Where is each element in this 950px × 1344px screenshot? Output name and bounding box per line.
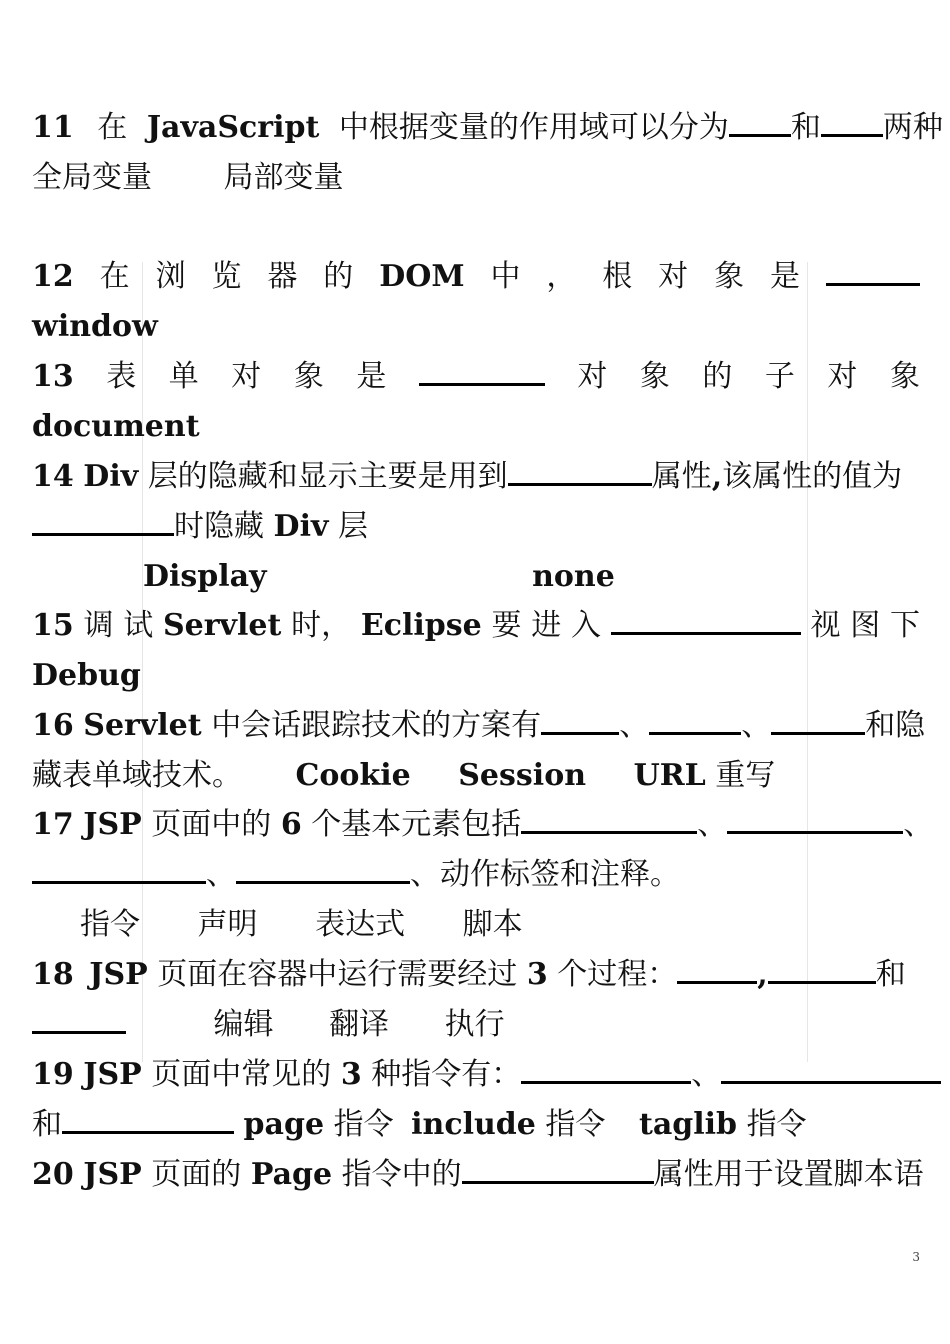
q20-text-a: 页面的: [151, 1157, 242, 1192]
q12-token: 对: [658, 259, 689, 294]
q17-answer-3: 表达式: [315, 907, 406, 942]
q19-answer-2-word: 指令: [545, 1107, 606, 1142]
q13-token: 子: [764, 359, 795, 394]
q14-text-b: 属性: [651, 459, 712, 494]
q14-text-f: 层: [337, 509, 368, 544]
q17-six: 6: [280, 807, 302, 842]
q13-token: 对: [577, 359, 608, 394]
question-13: [32, 357, 920, 397]
q12-token: 在: [99, 259, 130, 294]
blank: [611, 610, 801, 635]
q16-sep-2: 、: [741, 708, 772, 743]
q15-token: 入: [570, 608, 601, 643]
blank: [32, 1009, 126, 1034]
blank: [462, 1159, 654, 1184]
q20-text-b: 指令中的: [341, 1157, 462, 1192]
q17-answer-1: 指令: [80, 907, 140, 942]
q13-token: 象: [889, 359, 920, 394]
q19-answer-3-keyword: taglib: [638, 1107, 738, 1142]
q19-answer-1-keyword: page: [243, 1107, 325, 1142]
question-11: [32, 108, 943, 148]
q14-answer-2: none: [532, 559, 615, 594]
q12-token: 的: [323, 259, 354, 294]
question-17: [32, 805, 934, 845]
q18-answer-2: 翻译: [329, 1007, 390, 1042]
q17-sep-2: 、: [903, 807, 934, 842]
q13-token: 的: [702, 359, 733, 394]
q12-token: 象: [714, 259, 745, 294]
q15-number: 15: [32, 608, 74, 643]
q15-token: 试: [123, 608, 154, 643]
q12-token: 浏: [155, 259, 186, 294]
blank: [521, 1059, 691, 1084]
q12-number: 12: [32, 259, 74, 294]
q17-text-a: 页面中的: [151, 807, 272, 842]
q14-comma: ,: [711, 459, 723, 494]
q14-number: 14: [32, 459, 74, 494]
question-15: [32, 606, 920, 646]
q18-answer-1: 编辑: [213, 1007, 274, 1042]
blank: [727, 809, 903, 834]
q14-answer: [32, 557, 920, 597]
q19-keyword: JSP: [83, 1057, 142, 1092]
q20-page-keyword: Page: [250, 1157, 333, 1192]
q19-answer-1-word: 指令: [333, 1107, 394, 1142]
q15-token: 下: [889, 608, 920, 643]
q19-text-b: 种指令有：: [371, 1057, 522, 1092]
q15-token: 调: [83, 608, 114, 643]
q13-answer: [32, 407, 920, 447]
q15-token: 视: [810, 608, 841, 643]
question-19: [32, 1055, 920, 1095]
blank: [62, 1109, 234, 1134]
blank: [541, 710, 619, 735]
q12-token: 览: [211, 259, 242, 294]
question-16: [32, 706, 926, 746]
q13-token: 是: [356, 359, 387, 394]
blank: [771, 710, 865, 735]
q18-text-c: 和: [875, 957, 906, 992]
q11-number: 11: [32, 110, 74, 145]
q15-token: 时，: [291, 608, 352, 643]
q17-number: 17: [32, 807, 74, 842]
q20-keyword: JSP: [83, 1157, 142, 1192]
q16-text-a: 中会话跟踪技术的方案有: [211, 708, 542, 743]
q11-text-e: 两种: [882, 110, 943, 145]
q19-answer-2-keyword: include: [411, 1107, 536, 1142]
q12-token: 中: [490, 259, 521, 294]
question-18: [32, 955, 920, 995]
blank: [508, 461, 652, 486]
q15-keyword-servlet: Servlet: [163, 608, 282, 643]
q14-keyword: Div: [83, 459, 139, 494]
q12-token: 根: [602, 259, 633, 294]
q11-text-d: 和: [790, 110, 821, 145]
q13-token: 对: [827, 359, 858, 394]
blank: [649, 710, 741, 735]
q16-answer-3: URL: [633, 758, 706, 793]
blank: [721, 1059, 941, 1084]
q18-text-b: 个过程：: [557, 957, 678, 992]
blank: [826, 261, 920, 286]
blank: [677, 959, 757, 984]
blank: [821, 112, 883, 137]
q16-sep-1: 、: [619, 708, 650, 743]
q17-sep-1: 、: [697, 807, 728, 842]
question-17-cont: [32, 855, 920, 895]
question-12: [32, 257, 920, 297]
q17-text-c: 、动作标签和注释。: [410, 857, 680, 892]
q18-keyword: JSP: [89, 957, 148, 992]
q11-text-c: 中根据变量的作用域可以分为: [338, 110, 729, 145]
q19-sep: 、: [691, 1057, 722, 1092]
q18-three: 3: [526, 957, 548, 992]
q18-number: 18: [32, 957, 74, 992]
q18-text-a: 页面在容器中运行需要经过: [157, 957, 518, 992]
q17-text-b: 个基本元素包括: [311, 807, 522, 842]
q15-token: 图: [850, 608, 881, 643]
q20-text-c: 属性用于设置脚本语: [653, 1157, 924, 1192]
blank: [419, 361, 545, 386]
q17-answer: [32, 905, 920, 945]
q15-token: 要: [491, 608, 522, 643]
q16-text-c: 藏表单域技术。: [32, 758, 242, 793]
q17-answer-4: 脚本: [462, 907, 523, 942]
q15-answer-text: Debug: [32, 658, 141, 693]
q18-comma: ,: [757, 957, 768, 992]
page-number: 3: [912, 1250, 920, 1264]
q14-text-a: 层的隐藏和显示主要是用到: [147, 459, 508, 494]
q14-text-d: 该属性的值为: [722, 459, 903, 494]
question-19-cont: [32, 1105, 920, 1145]
q16-keyword: Servlet: [83, 708, 202, 743]
q14-keyword-2: Div: [273, 509, 329, 544]
q19-three: 3: [340, 1057, 362, 1092]
q17-answer-2: 声明: [197, 907, 258, 942]
q11-answer: [32, 158, 920, 198]
question-14: [32, 457, 920, 497]
q14-text-e: 时隐藏: [174, 509, 264, 544]
question-18-cont: [32, 1005, 920, 1045]
q16-number: 16: [32, 708, 74, 743]
q13-token: 象: [639, 359, 670, 394]
q13-token: 对: [231, 359, 262, 394]
q14-answer-1: Display: [143, 559, 267, 594]
blank: [32, 859, 206, 884]
question-16-cont: [32, 756, 920, 796]
q13-token: 表: [106, 359, 137, 394]
q15-keyword-eclipse: Eclipse: [360, 608, 482, 643]
q13-number: 13: [32, 359, 74, 394]
blank: [521, 809, 697, 834]
q12-token: 是: [769, 259, 800, 294]
q16-answer-2: Session: [458, 758, 587, 793]
q18-answer-3: 执行: [444, 1007, 505, 1042]
q19-text-c: 和: [32, 1107, 62, 1142]
q12-token: 器: [267, 259, 298, 294]
blank: [32, 511, 174, 536]
q11-answer-2: 局部变量: [223, 160, 344, 195]
q13-token: 单: [168, 359, 199, 394]
q17-sep-3: 、: [206, 857, 236, 892]
q12-keyword: DOM: [379, 259, 465, 294]
blank: [768, 959, 876, 984]
q11-text-a: 在: [97, 110, 128, 145]
q13-token: 象: [293, 359, 324, 394]
q12-answer: [32, 307, 920, 347]
q20-number: 20: [32, 1157, 74, 1192]
blank: [729, 112, 791, 137]
q15-answer: [32, 656, 920, 696]
q17-keyword: JSP: [83, 807, 142, 842]
blank: [236, 859, 410, 884]
q15-token: 进: [531, 608, 562, 643]
question-20: [32, 1155, 924, 1195]
q19-text-a: 页面中常见的: [151, 1057, 332, 1092]
q16-text-b: 和隐: [865, 708, 926, 743]
q16-answer-3b: 重写: [715, 758, 776, 793]
q11-keyword: JavaScript: [146, 110, 320, 145]
q12-answer-text: window: [32, 309, 158, 344]
q11-answer-1: 全局变量: [32, 160, 152, 195]
q16-answer-1: Cookie: [295, 758, 411, 793]
q19-answer-3-word: 指令: [746, 1107, 807, 1142]
q13-answer-text: document: [32, 409, 200, 444]
q19-number: 19: [32, 1057, 74, 1092]
q12-token: ，: [546, 259, 577, 294]
question-14-cont: [32, 507, 920, 547]
